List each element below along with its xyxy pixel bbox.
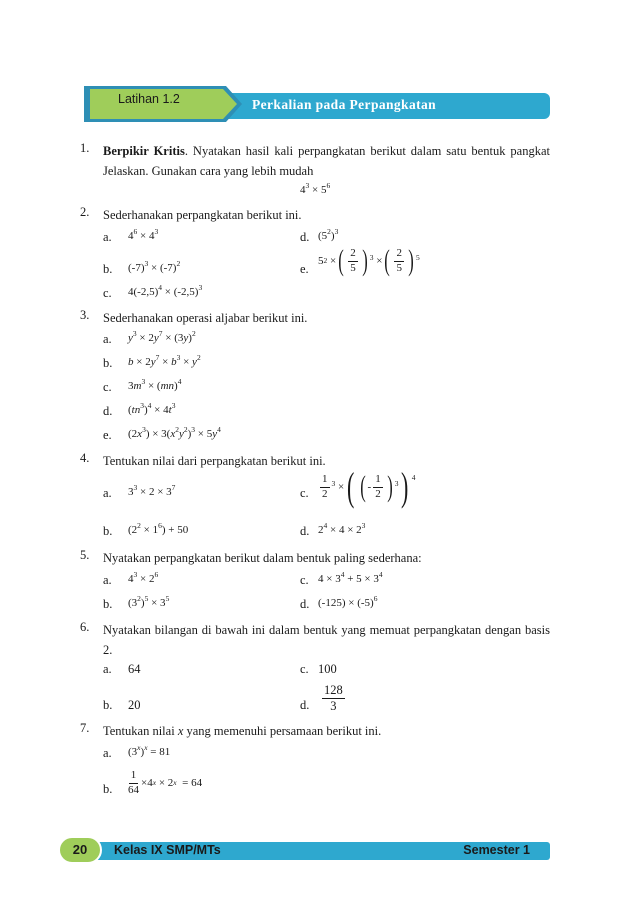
- question-number: 7.: [80, 721, 90, 735]
- option-label: c.: [300, 662, 309, 676]
- option-label: a.: [103, 486, 112, 500]
- option-label: a.: [103, 230, 112, 244]
- option-label: a.: [103, 746, 112, 760]
- option-label: d.: [300, 524, 310, 538]
- option-value: 100: [318, 662, 337, 676]
- option-label: b.: [103, 698, 113, 712]
- option-label: c.: [300, 573, 309, 587]
- question-text: Sederhanakan operasi aljabar berikut ini.: [103, 311, 308, 325]
- math-expression: $4^6 \times 4^3$: [128, 227, 159, 242]
- header-title: Perkalian pada Perpangkatan: [252, 97, 437, 112]
- question-number: 5.: [80, 548, 90, 562]
- math-expression: $y^3 \times 2y^7 \times (3y)^2$: [128, 329, 196, 344]
- question-text: [103, 721, 550, 741]
- footer-left-text: Kelas IX SMP/MTs: [114, 843, 221, 857]
- math-expression: $(-125) \times (-5)^6$: [318, 594, 378, 609]
- option-label: b.: [103, 524, 113, 538]
- math-expression: $4^3 \times 5^6$: [300, 181, 331, 196]
- question-number: 6.: [80, 620, 90, 634]
- option-label: e.: [300, 262, 309, 276]
- question-number: 2.: [80, 205, 90, 219]
- math-expression: $(tn^3)^4 \times 4t^3$: [128, 401, 176, 416]
- page-number-badge: [58, 836, 102, 864]
- exercise-header: [84, 86, 550, 122]
- question-text: Tentukan nilai dari perpangkatan berikut ini.: [103, 454, 326, 468]
- question-keyword: Berpikir Kritis: [103, 144, 185, 158]
- option-label: c.: [103, 286, 112, 300]
- math-expression: $\frac{1}{64}$ ×4 x × 2 x = 64: [128, 769, 203, 796]
- question-variable: x: [177, 724, 184, 738]
- footer-right-text: Semester 1: [463, 843, 530, 857]
- question-number: 4.: [80, 451, 90, 465]
- fraction-numerator: 128: [322, 684, 345, 699]
- math-expression: $(3^2)^5 \times 3^5$: [128, 594, 170, 609]
- option-label: b.: [103, 262, 113, 276]
- question-text: Nyatakan perpangkatan berikut dalam bentuk paling sederhana:: [103, 551, 422, 565]
- math-expression: $2^4 \times 4 \times 2^3$: [318, 521, 366, 536]
- math-expression: $3^3 \times 2 \times 3^7$: [128, 483, 176, 498]
- math-expression: $(-7)^3 \times (-7)^2$: [128, 259, 181, 274]
- page-number: 20: [72, 842, 88, 857]
- header-tab-label: Latihan 1.2: [118, 92, 180, 106]
- question-number: 1.: [80, 141, 90, 155]
- option-label: a.: [103, 662, 112, 676]
- page-footer: [58, 836, 550, 864]
- option-label: a.: [103, 332, 112, 346]
- math-expression: $(2x^3) \times 3(x^2y^2)^3 \times 5y^4$: [128, 425, 221, 440]
- option-label: c.: [103, 380, 112, 394]
- math-expression: $4^3 \times 2^6$: [128, 570, 159, 585]
- math-expression: 5 2 × ( $\frac{2}{5}$ ) 3 × ( $\frac{2}{5}$ ) 5: [318, 244, 420, 277]
- question-text: [103, 141, 550, 181]
- math-expression: $(2^2 \times 1^6) + 50$: [128, 521, 189, 536]
- math-expression: $(5^2)^3$: [318, 227, 339, 242]
- option-label: b.: [103, 597, 113, 611]
- math-expression: $3m^3 \times (mn)^4$: [128, 377, 182, 392]
- question-text: Nyatakan bilangan di bawah ini dalam bentuk yang memuat perpangkatan dengan basis 2.: [103, 623, 550, 657]
- math-expression: $\frac{1}{2}$ 3 × ( ( - $\frac{1}{2}$ ) 3 ) 4: [322, 464, 416, 509]
- math-expression: $(3^x)^x = 81$: [128, 743, 171, 758]
- option-value: 20: [128, 698, 141, 712]
- math-expression: $b \times 2y^7 \times b^3 \times y^2$: [128, 353, 201, 368]
- option-label: b.: [103, 782, 113, 796]
- question-body: Tentukan nilai: [103, 724, 178, 738]
- option-value: 64: [128, 662, 141, 676]
- math-expression: [320, 684, 347, 713]
- option-label: c.: [300, 486, 309, 500]
- question-body: . Nyatakan hasil kali perpangkatan berikut dalam satu bentuk pangkat Jelaskan. Gunakan cara yang lebih mudah: [103, 144, 550, 178]
- option-label: d.: [300, 230, 310, 244]
- fraction-denominator: 3: [330, 699, 337, 714]
- question-body: yang memenuhi persamaan berikut ini.: [183, 724, 382, 738]
- option-label: d.: [300, 597, 310, 611]
- option-label: e.: [103, 428, 112, 442]
- math-expression: $4 \times 3^4 + 5 \times 3^4$: [318, 570, 383, 585]
- question-number: 3.: [80, 308, 90, 322]
- option-label: d.: [300, 698, 310, 712]
- math-expression: $4(-2,5)^4 \times (-2,5)^3$: [128, 283, 203, 298]
- option-label: b.: [103, 356, 113, 370]
- option-label: a.: [103, 573, 112, 587]
- question-text: Sederhanakan perpangkatan berikut ini.: [103, 208, 302, 222]
- option-label: d.: [103, 404, 113, 418]
